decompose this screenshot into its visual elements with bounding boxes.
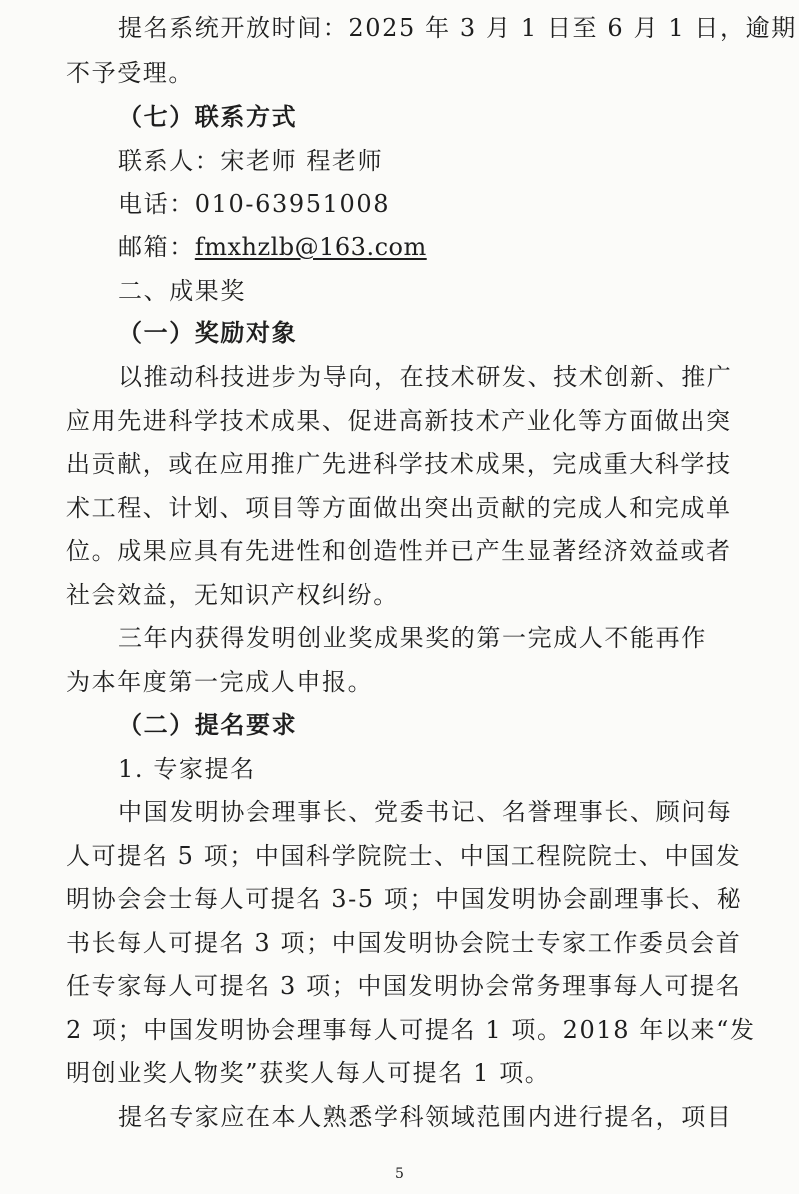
section-heading: （一）奖励对象 — [118, 318, 298, 347]
text-line: 任专家每人可提名 3 项；中国发明协会常务理事每人可提名 — [66, 972, 742, 1000]
text-line: 位。成果应具有先进性和创造性并已产生显著经济效益或者 — [66, 537, 732, 565]
text-line: 出贡献，或在应用推广先进科学技术成果，完成重大科学技 — [66, 450, 732, 478]
text-line: 明创业奖人物奖”获奖人每人可提名 1 项。 — [66, 1059, 551, 1087]
page-number: 5 — [395, 1166, 404, 1182]
text-line: 提名系统开放时间：2025 年 3 月 1 日至 6 月 1 日，逾期 — [118, 14, 797, 42]
text-line: 提名专家应在本人熟悉学科领域范围内进行提名，项目 — [118, 1103, 733, 1131]
text-line: 应用先进科学技术成果、促进高新技术产业化等方面做出突 — [66, 407, 732, 435]
text-line: 术工程、计划、项目等方面做出突出贡献的完成人和完成单 — [66, 494, 732, 522]
text-line: 书长每人可提名 3 项；中国发明协会院士专家工作委员会首 — [66, 929, 742, 957]
subsection-heading: 1. 专家提名 — [118, 755, 256, 783]
text-line: 不予受理。 — [66, 59, 194, 87]
text-line: 为本年度第一完成人申报。 — [66, 668, 374, 696]
text-line: 中国发明协会理事长、党委书记、名誉理事长、顾问每 — [118, 798, 733, 826]
text-line: 2 项；中国发明协会理事每人可提名 1 项。2018 年以来“发 — [66, 1016, 756, 1044]
chapter-heading: 二、成果奖 — [118, 277, 246, 305]
text-line: 三年内获得发明创业奖成果奖的第一完成人不能再作 — [118, 624, 707, 652]
text-line: 明协会会士每人可提名 3-5 项；中国发明协会副理事长、秘 — [66, 885, 743, 913]
section-heading: （七）联系方式 — [118, 102, 298, 131]
email-link[interactable]: fmxhzlb@163.com — [194, 233, 427, 261]
contact-person: 联系人：宋老师 程老师 — [118, 147, 384, 175]
contact-email-line — [0, 232, 799, 262]
section-heading: （二）提名要求 — [118, 710, 298, 739]
text-line: 人可提名 5 项；中国科学院院士、中国工程院院士、中国发 — [66, 842, 742, 870]
text-line: 社会效益，无知识产权纠纷。 — [66, 581, 399, 609]
contact-phone: 电话：010-63951008 — [118, 190, 391, 218]
email-label: 邮箱： — [118, 233, 195, 261]
text-line: 以推动科技进步为导向，在技术研发、技术创新、推广 — [118, 363, 733, 391]
